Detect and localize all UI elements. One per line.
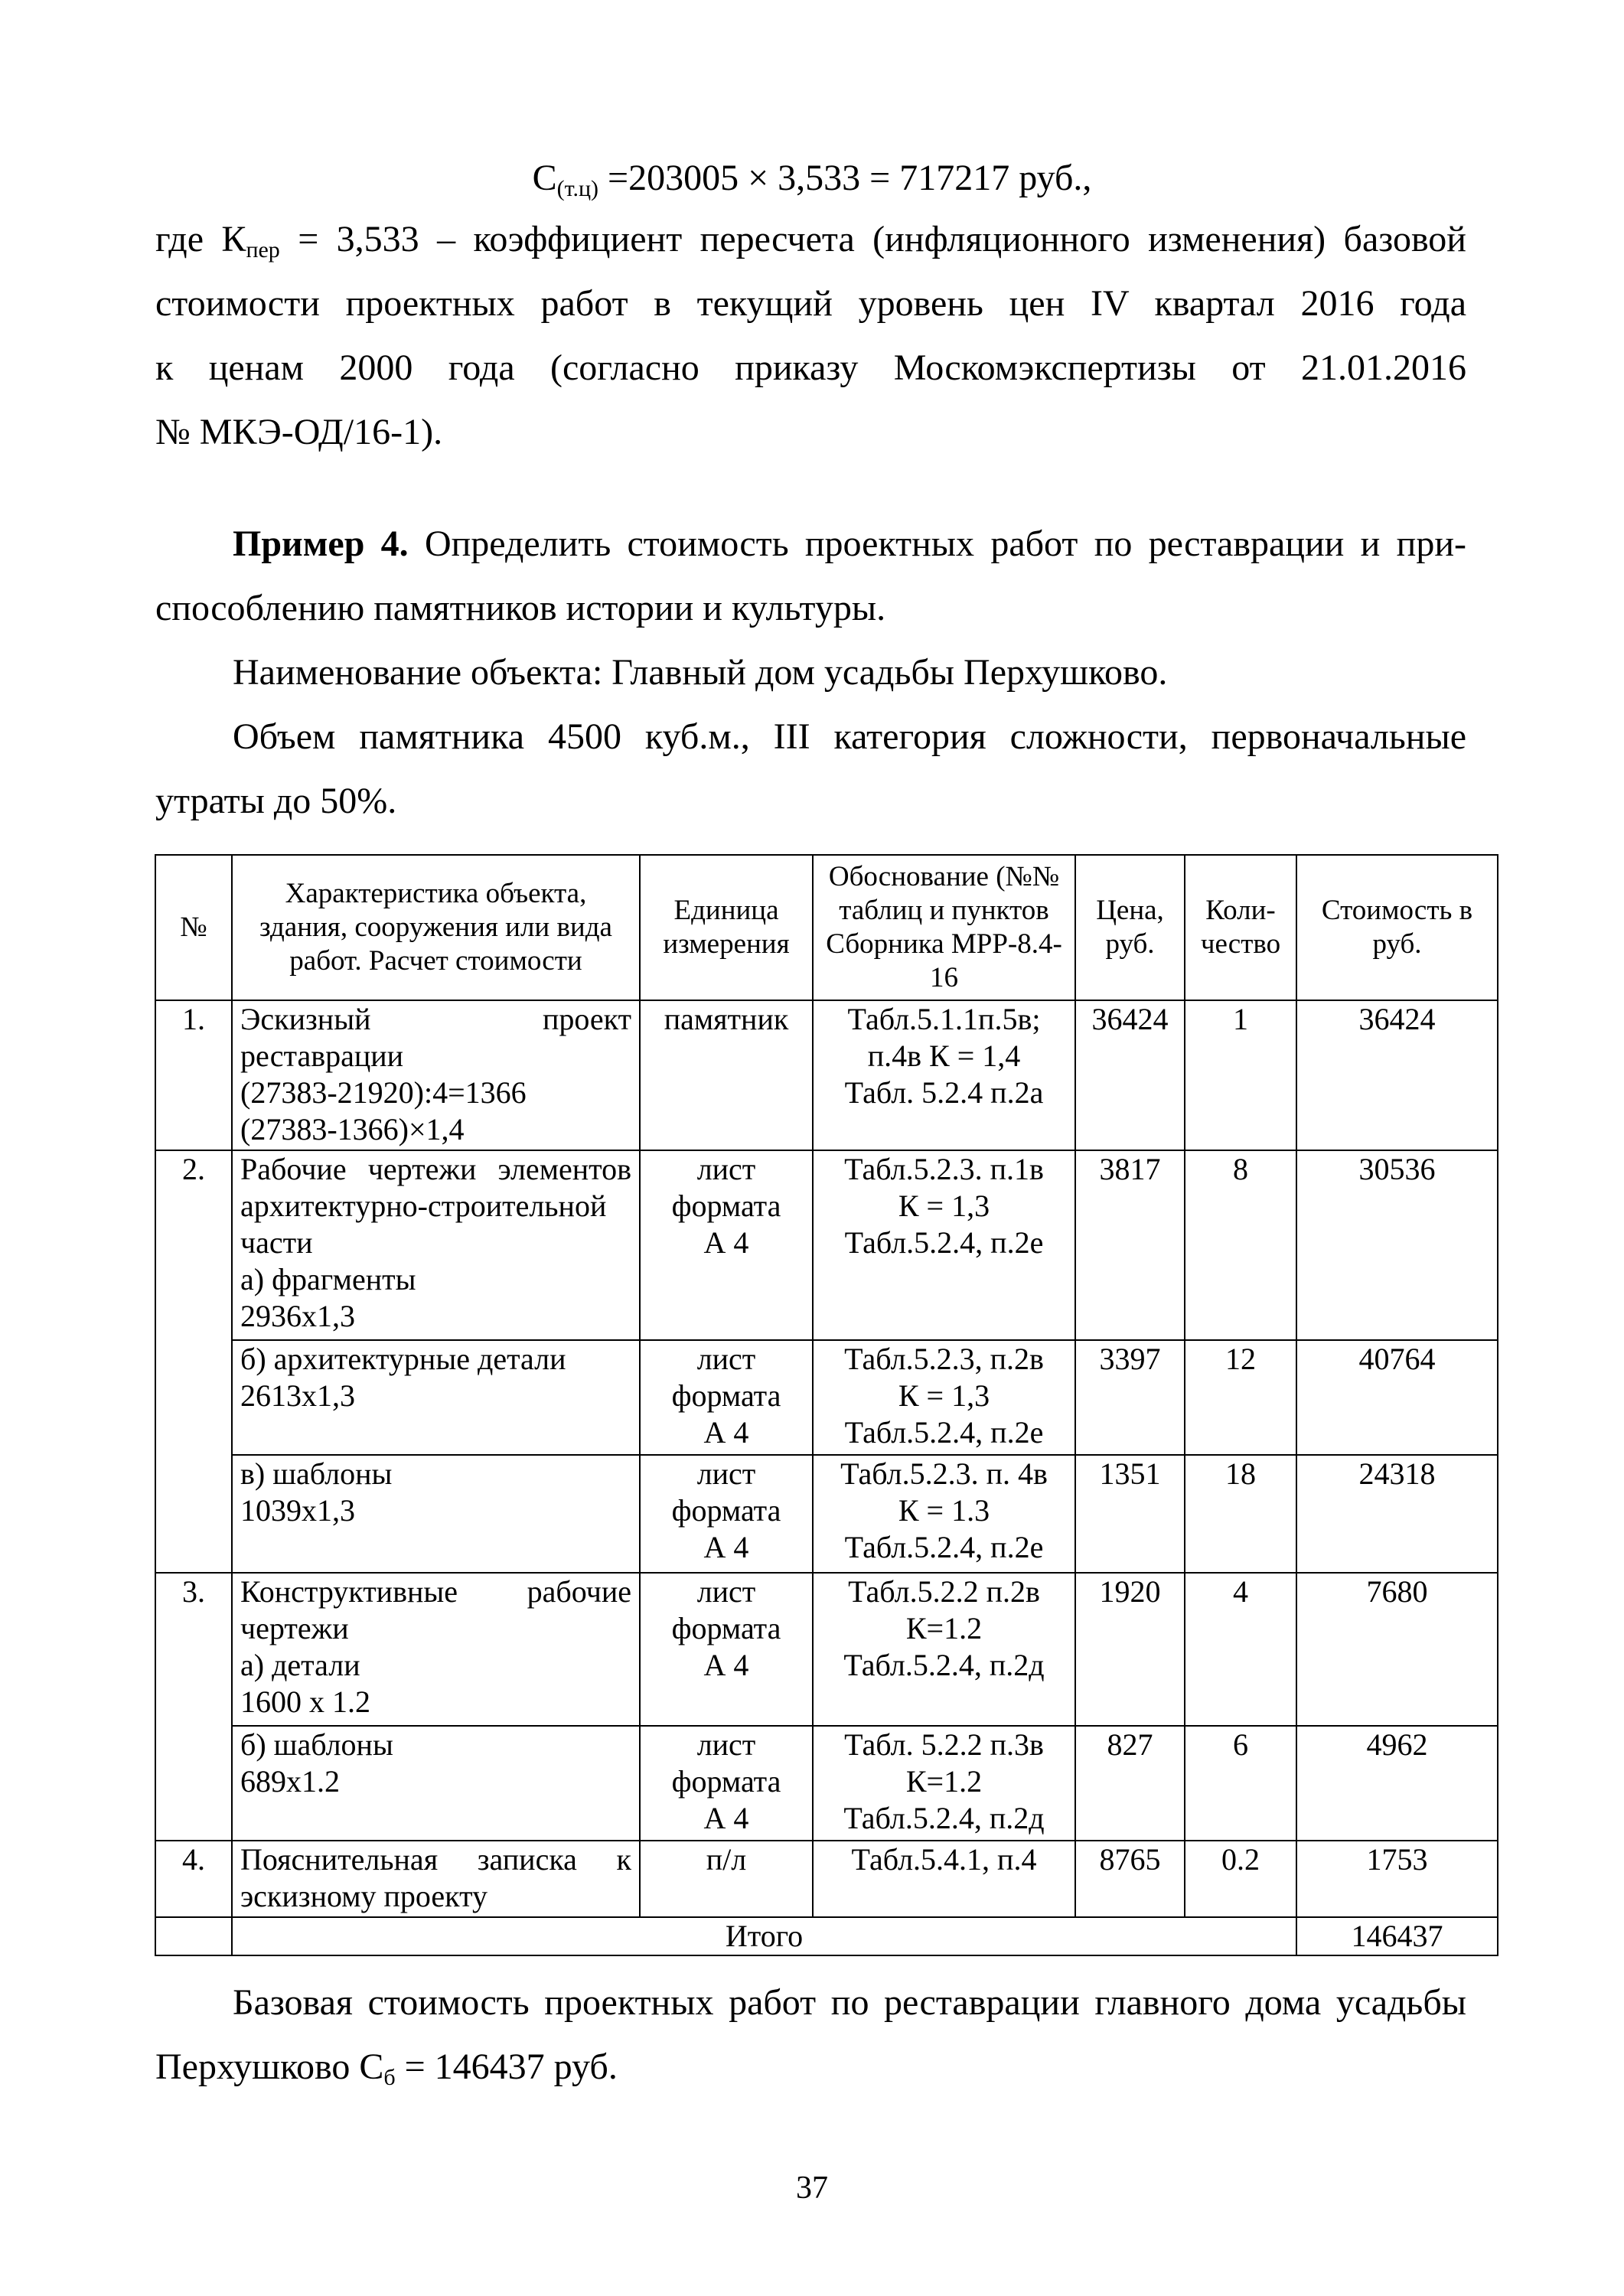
table-header-row [155, 855, 1498, 1000]
header-desc: Характеристика объекта, здания, сооружения или вида работ. Расчет стоимости [232, 855, 640, 1000]
row-basis: Табл.5.2.2 п.2в К=1.2 Табл.5.2.4, п.2д [813, 1573, 1075, 1726]
row-qty: 8 [1185, 1150, 1296, 1340]
row-desc: Эскизный проект реставрации (27383-21920):4=1366 (27383-1366)×1,4 [232, 1000, 640, 1150]
total-label: Итого [232, 1917, 1296, 1955]
table-row [155, 1150, 1498, 1340]
row-basis: Табл.5.1.1п.5в; п.4в К = 1,4 Табл. 5.2.4 п.2а [813, 1000, 1075, 1150]
conclusion-line-2: Перхушково $С_б = 146437$ руб. [155, 2047, 618, 2090]
header-unit: Единица измерения [640, 855, 813, 1000]
row-price: 36424 [1075, 1000, 1185, 1150]
total-empty-cell [155, 1917, 232, 1955]
row-num: 2. [155, 1150, 232, 1573]
row-price: 1351 [1075, 1455, 1185, 1573]
row-basis: Табл. 5.2.2 п.3в К=1.2 Табл.5.2.4, п.2д [813, 1726, 1075, 1841]
row-unit: памятник [640, 1000, 813, 1150]
row-cost: 30536 [1296, 1150, 1498, 1340]
row-cost: 40764 [1296, 1340, 1498, 1455]
row-price: 3397 [1075, 1340, 1185, 1455]
row-unit: лист формата А 4 [640, 1455, 813, 1573]
example-line-2: способлению памятников истории и культуры. [155, 588, 886, 628]
table-row [155, 1726, 1498, 1841]
header-num: № [155, 855, 232, 1000]
row-desc: Конструктивные рабочие чертежи а) детали 1600 х 1.2 [232, 1573, 640, 1726]
row-qty: 0.2 [1185, 1841, 1296, 1917]
row-num: 4. [155, 1841, 232, 1917]
row-basis: Табл.5.4.1, п.4 [813, 1841, 1075, 1917]
row-unit: лист формата А 4 [640, 1573, 813, 1726]
row-price: 8765 [1075, 1841, 1185, 1917]
intro-line-2: стоимости проектных работ в текущий уровень цен IV квартал 2016 года [155, 283, 1466, 324]
example-heading: Пример 4. Определить стоимость проектных работ по реставрации и при- [233, 523, 1466, 564]
row-desc: Рабочие чертежи элементов архитектурно-строительной части а) фрагменты 2936х1,3 [232, 1150, 640, 1340]
row-cost: 24318 [1296, 1455, 1498, 1573]
conclusion-line-1: Базовая стоимость проектных работ по реставрации главного дома усадьбы [233, 1982, 1466, 2023]
cost-formula: $С_{(т.ц)} =203005 \times 3,533 = 717217$ руб., [532, 158, 1092, 201]
row-unit: лист формата А 4 [640, 1726, 813, 1841]
example-line-5: утраты до 50%. [155, 781, 397, 821]
row-unit: лист формата А 4 [640, 1340, 813, 1455]
row-unit: лист формата А 4 [640, 1150, 813, 1340]
row-num: 1. [155, 1000, 232, 1150]
table-total-row [155, 1917, 1498, 1955]
object-name: Наименование объекта: Главный дом усадьбы Перхушково. [233, 652, 1168, 693]
row-desc: Пояснительная записка к эскизному проекту [232, 1841, 640, 1917]
header-basis: Обоснование (№№ таблиц и пунктов Сборника МРР-8.4-16 [813, 855, 1075, 1000]
row-qty: 12 [1185, 1340, 1296, 1455]
intro-line-3: к ценам 2000 года (согласно приказу Москомэкспертизы от 21.01.2016 [155, 347, 1466, 388]
row-num: 3. [155, 1573, 232, 1841]
row-unit: п/л [640, 1841, 813, 1917]
row-basis: Табл.5.2.3. п.1в К = 1,3 Табл.5.2.4, п.2е [813, 1150, 1075, 1340]
page-number: 37 [796, 2170, 828, 2206]
row-basis: Табл.5.2.3, п.2в К = 1,3 Табл.5.2.4, п.2е [813, 1340, 1075, 1455]
row-basis: Табл.5.2.3. п. 4в К = 1.3 Табл.5.2.4, п.2е [813, 1455, 1075, 1573]
row-price: 827 [1075, 1726, 1185, 1841]
row-desc: б) шаблоны 689х1.2 [232, 1726, 640, 1841]
intro-line-1: где $К_{пер} = 3,533$ – коэффициент пересчета (инфляционного изменения) базовой [155, 219, 1466, 263]
table-row [155, 1841, 1498, 1917]
table-row [155, 1455, 1498, 1573]
row-qty: 18 [1185, 1455, 1296, 1573]
row-price: 1920 [1075, 1573, 1185, 1726]
row-cost: 1753 [1296, 1841, 1498, 1917]
row-cost: 36424 [1296, 1000, 1498, 1150]
row-qty: 6 [1185, 1726, 1296, 1841]
row-cost: 4962 [1296, 1726, 1498, 1841]
row-desc: в) шаблоны 1039х1,3 [232, 1455, 640, 1573]
intro-line-4: № МКЭ-ОД/16-1). [155, 412, 443, 452]
row-cost: 7680 [1296, 1573, 1498, 1726]
header-qty: Коли-чество [1185, 855, 1296, 1000]
row-price: 3817 [1075, 1150, 1185, 1340]
table-row [155, 1340, 1498, 1455]
row-qty: 4 [1185, 1573, 1296, 1726]
table-row [155, 1000, 1498, 1150]
cost-table [155, 854, 1498, 1956]
row-desc: б) архитектурные детали 2613х1,3 [232, 1340, 640, 1455]
total-value: 146437 [1296, 1917, 1498, 1955]
header-price: Цена, руб. [1075, 855, 1185, 1000]
example-line-4: Объем памятника 4500 куб.м., III категория сложности, первоначальные [233, 716, 1466, 757]
header-cost: Стоимость в руб. [1296, 855, 1498, 1000]
table-row [155, 1573, 1498, 1726]
row-qty: 1 [1185, 1000, 1296, 1150]
